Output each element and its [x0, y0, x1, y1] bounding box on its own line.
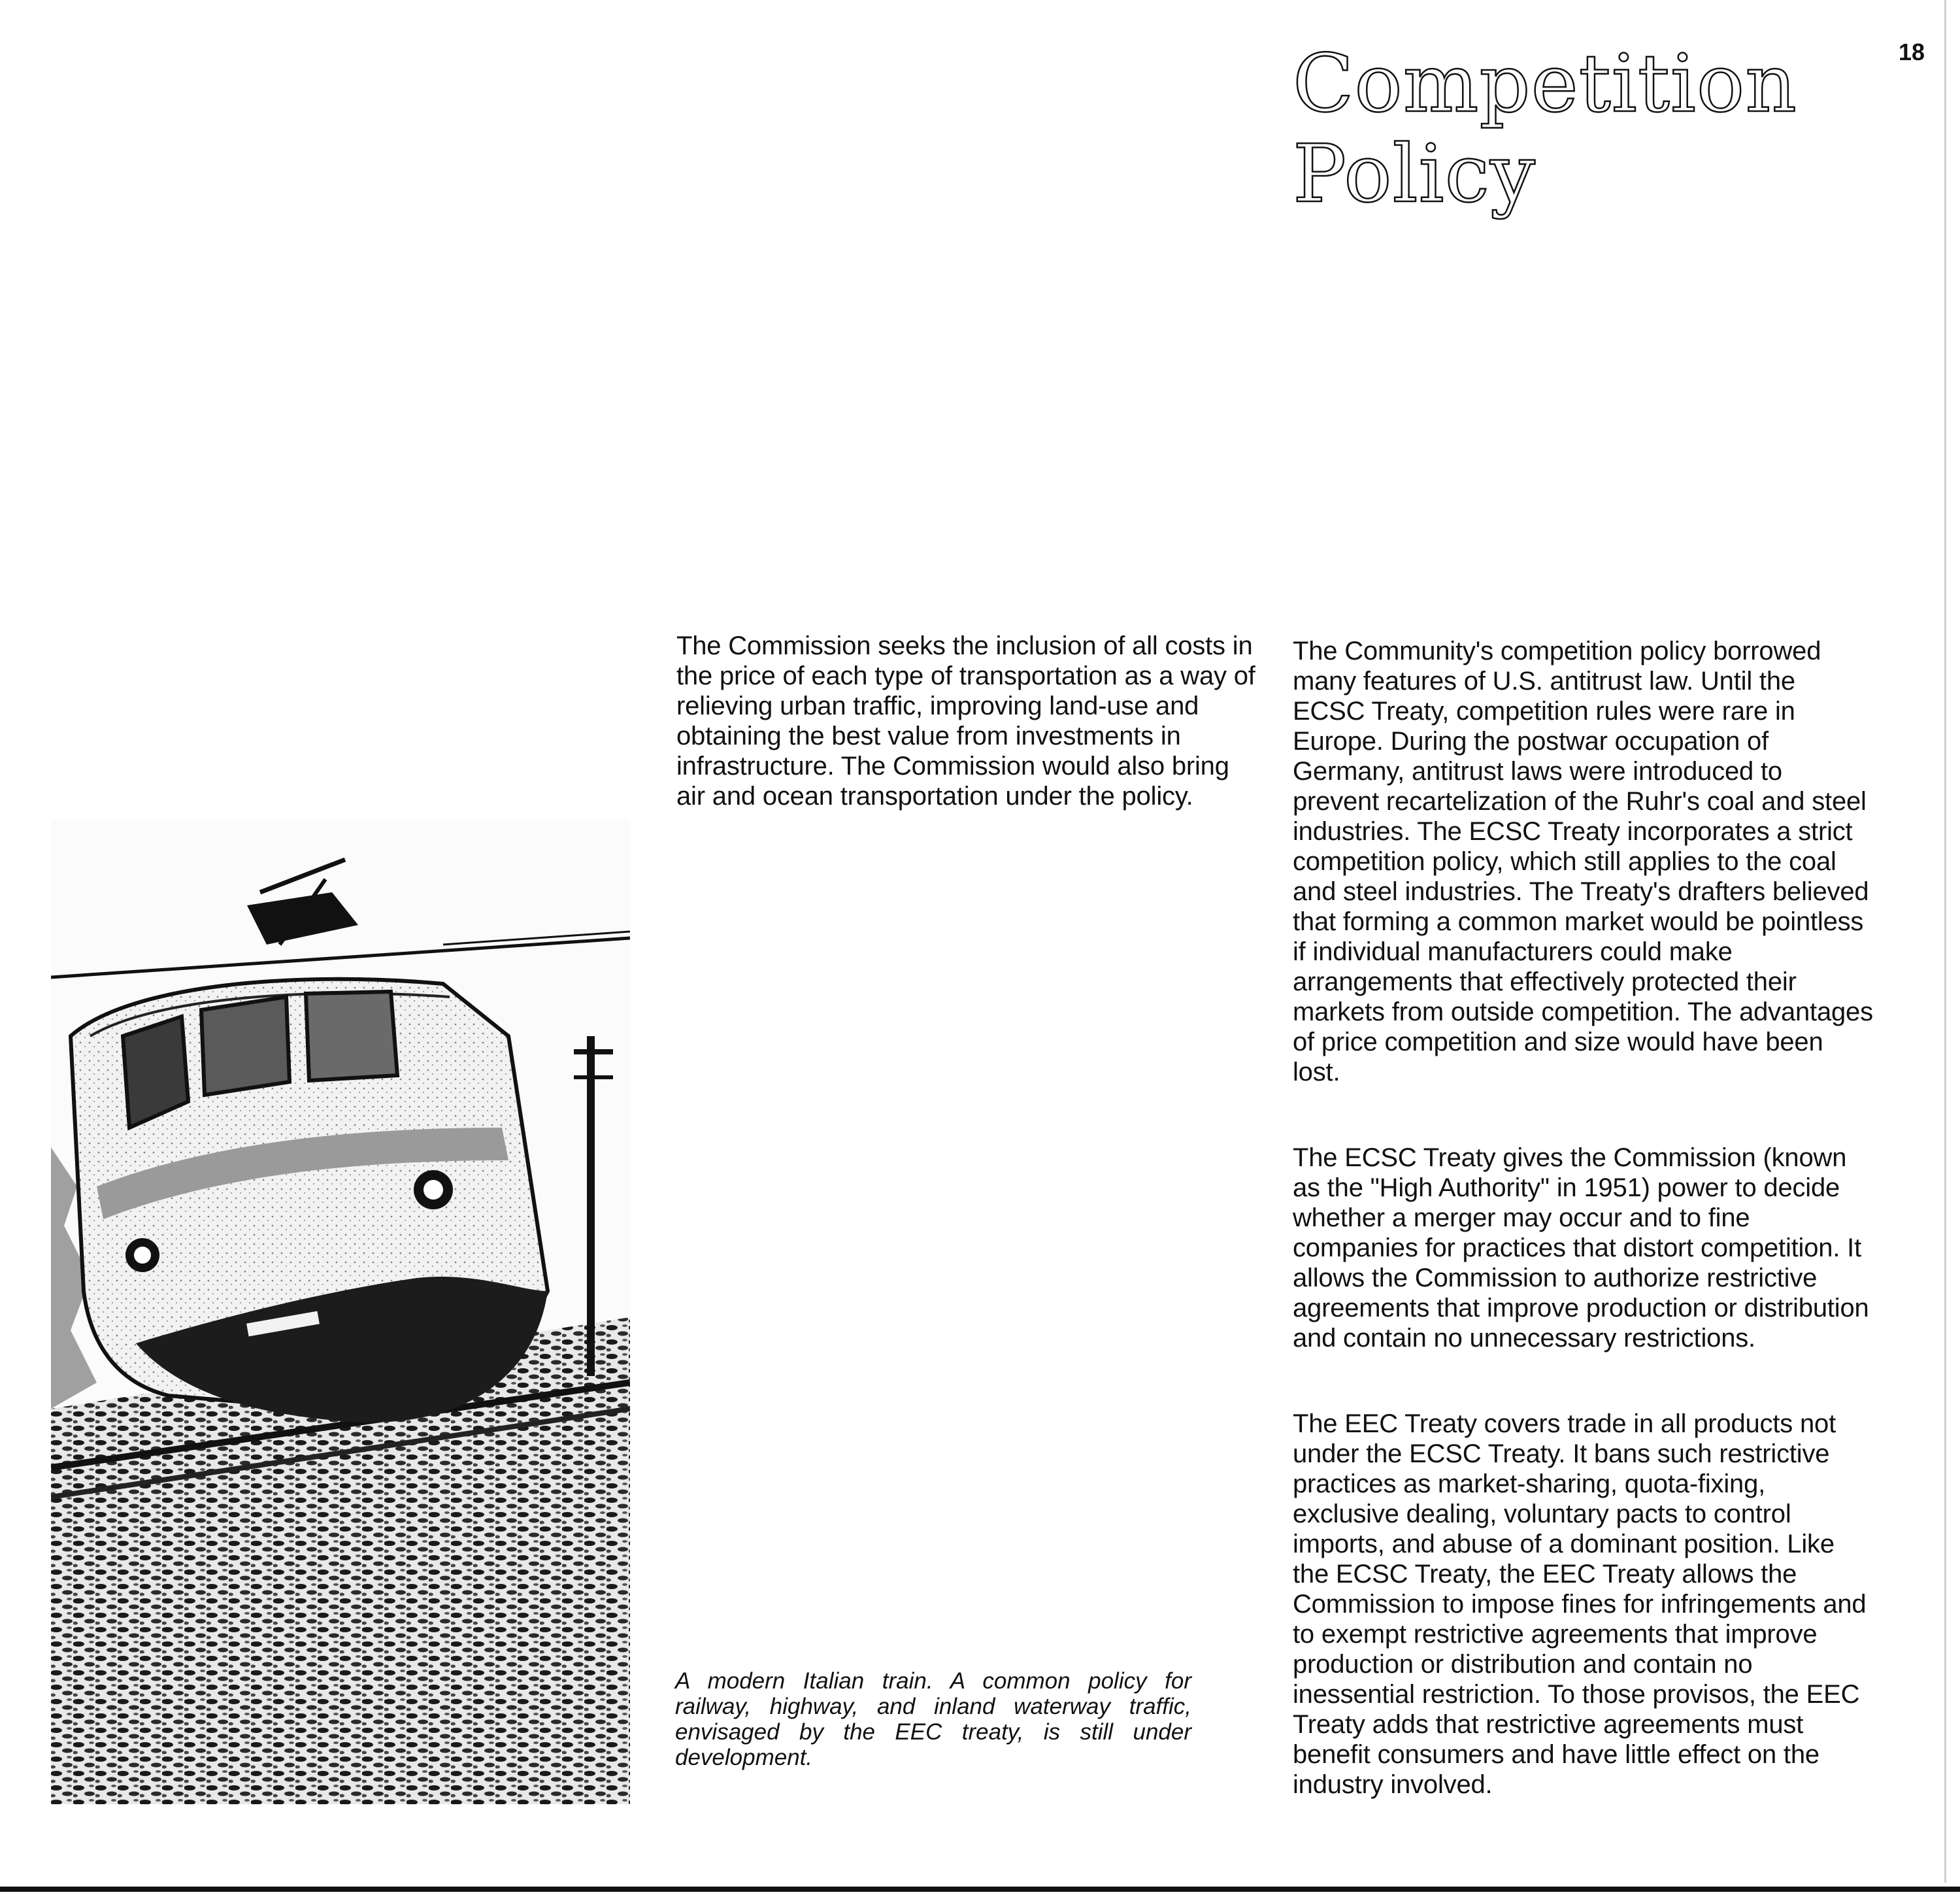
- page-title-line-2: Policy: [1293, 127, 1536, 220]
- page-title: [1293, 39, 1797, 220]
- page-title-line-1: Competition: [1293, 37, 1797, 130]
- body-paragraph-2: The ECSC Treaty gives the Commission (known as the "High Authority" in 1951) power to decide whether a merger may occur and to fine companies for practices that distort competition. It allows the Commission to authorize restrictive agreements that improve production or distribution and contain no unnecessary restrictions.: [1293, 1143, 1869, 1353]
- photo-caption: A modern Italian train. A common policy for railway, highway, and inland waterway traffic, envisaged by the EEC treaty, is still under development.: [675, 1668, 1191, 1770]
- page-edge-line: [1944, 0, 1946, 1883]
- bottom-rule: [0, 1887, 1960, 1892]
- intro-paragraph: The Commission seeks the inclusion of all costs in the price of each type of transportation as a way of relieving urban traffic, improving land-use and obtaining the best value from investments in infrastructure. The Commission would also bring air and ocean transportation under the policy.: [676, 631, 1255, 811]
- body-paragraph-1: The Community's competition policy borrowed many features of U.S. antitrust law. Until the ECSC Treaty, competition rules were rare in Europe. During the postwar occupation of Germany, antitrust laws were introduced to prevent recartelization of the Ruhr's coal and steel industries. The ECSC Treaty incorporates a strict competition policy, which still applies to the coal and steel industries. The Treaty's drafters believed that forming a common market would be pointless if individual manufacturers could make arrangements that effectively protected their markets from outside competition. The advantages of price competition and size would have been lost.: [1293, 637, 1873, 1086]
- page-number: 18: [1899, 39, 1925, 65]
- train-photo: [51, 820, 630, 1804]
- body-paragraph-3: The EEC Treaty covers trade in all products not under the ECSC Treaty. It bans such restrictive practices as market-sharing, quota-fixing, exclusive dealing, voluntary pacts to control imports, and abuse of a dominant position. Like the ECSC Treaty, the EEC Treaty allows the Commission to impose fines for infringements and to exempt restrictive agreements that improve production or distribution and contain no inessential restriction. To those provisos, the EEC Treaty adds that restrictive agreements must benefit consumers and have little effect on the industry involved.: [1293, 1409, 1867, 1799]
